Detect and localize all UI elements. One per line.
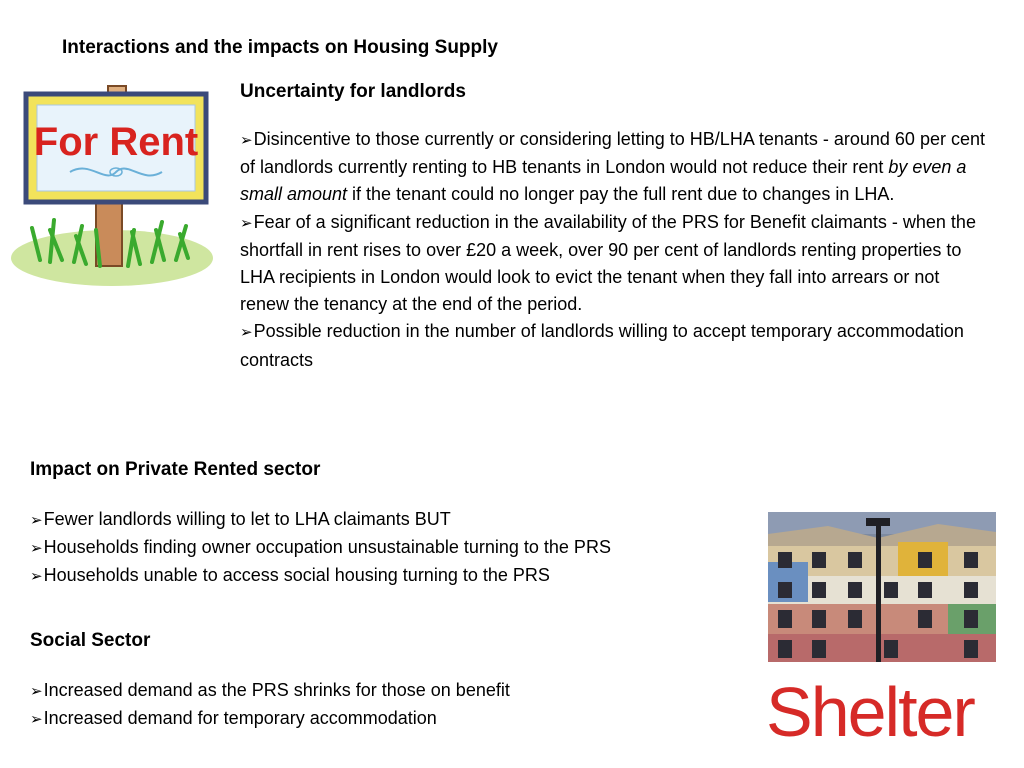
list-item: ➢Households finding owner occupation unsustainable turning to the PRS: [30, 537, 611, 558]
arrow-bullet-icon: ➢: [240, 132, 253, 149]
social-heading: Social Sector: [30, 630, 151, 651]
arrow-bullet-icon: ➢: [30, 683, 43, 700]
arrow-bullet-icon: ➢: [240, 214, 253, 232]
for-rent-sign-illustration: [10, 80, 220, 290]
prs-bullet-list: [30, 506, 750, 591]
sign-text: For Rent: [33, 120, 199, 164]
arrow-bullet-icon: ➢: [30, 568, 43, 586]
list-item: ➢Fear of a significant reduction in the availability of the PRS for Benefit claimants - when the shortfall in rent rises to over £20 a week, over 90 per cent of landlords renting properties to LHA recipients in London would look to evict the tenant when they fall into arrears or not renew the tenancy at the end of the period.: [240, 211, 976, 315]
list-item: ➢Possible reduction in the number of landlords willing to accept temporary accommodation contracts: [240, 321, 964, 370]
slide-title: Interactions and the impacts on Housing Supply: [62, 37, 498, 58]
list-item: ➢Increased demand as the PRS shrinks for those on benefit: [30, 680, 510, 700]
shelter-logo: Shelter: [766, 673, 974, 751]
landlords-bullet-list: [240, 126, 985, 374]
list-item: ➢Increased demand for temporary accommodation: [30, 708, 437, 729]
prs-heading: Impact on Private Rented sector: [30, 459, 321, 480]
list-item: ➢Fewer landlords willing to let to LHA claimants BUT: [30, 509, 451, 529]
social-bullet-list: [30, 677, 750, 733]
list-item: ➢Households unable to access social housing turning to the PRS: [30, 565, 550, 586]
colorful-building-photo: [768, 512, 996, 662]
arrow-bullet-icon: ➢: [30, 711, 43, 729]
arrow-bullet-icon: ➢: [30, 512, 43, 529]
arrow-bullet-icon: ➢: [240, 324, 253, 342]
list-item: ➢Disincentive to those currently or considering letting to HB/LHA tenants - around 60 per cent of landlords currently renting to HB tenants in London would not reduce their rent by even a small amount if the tenant could no longer pay the full rent due to changes in LHA.: [240, 129, 985, 205]
arrow-bullet-icon: ➢: [30, 540, 43, 558]
landlords-heading: Uncertainty for landlords: [240, 81, 466, 102]
